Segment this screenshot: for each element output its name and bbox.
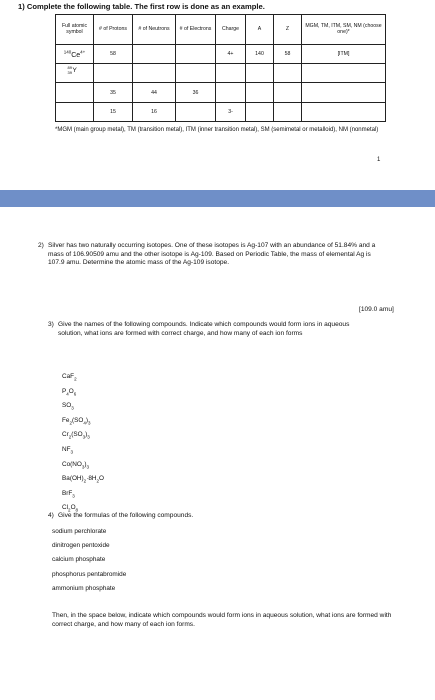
question-4-text: Give the formulas of the following compounds. bbox=[58, 512, 194, 519]
symbol-cell[interactable] bbox=[56, 103, 94, 122]
question-2 bbox=[38, 242, 394, 313]
a-cell[interactable] bbox=[246, 83, 274, 103]
header-symbol: Full atomic symbol bbox=[56, 15, 94, 45]
header-a: A bbox=[246, 15, 274, 45]
page-separator bbox=[0, 190, 435, 207]
list-item: $Cl_2O_8$ bbox=[62, 504, 79, 513]
list-item: phosphorus pentabromide bbox=[52, 570, 127, 578]
table-row bbox=[56, 64, 386, 83]
charge-cell[interactable] bbox=[216, 64, 246, 83]
a-cell: 140 bbox=[246, 45, 274, 64]
element-table bbox=[55, 14, 386, 122]
list-item: $Ba(OH)_2\cdot 8H_2O$ bbox=[62, 475, 104, 484]
list-item: CaF$_2$ bbox=[62, 373, 77, 382]
charge-cell[interactable] bbox=[216, 83, 246, 103]
header-neutrons: # of Neutrons bbox=[133, 15, 176, 45]
z-cell[interactable] bbox=[274, 103, 302, 122]
question-3 bbox=[48, 321, 368, 338]
electrons-cell[interactable] bbox=[176, 64, 216, 83]
list-item: $P_4O_6$ bbox=[62, 387, 77, 396]
electrons-cell[interactable] bbox=[176, 45, 216, 64]
protons-cell[interactable] bbox=[94, 64, 133, 83]
electrons-cell: 36 bbox=[176, 83, 216, 103]
question-3-text: Give the names of the following compounds. Indicate which compounds would form ions in aqueous solution, what ions are formed with correct charge, and how many of each ion forms bbox=[58, 321, 350, 337]
list-item: $NF_3$ bbox=[62, 445, 74, 455]
list-item: $Co(NO_3)_3$ bbox=[62, 460, 90, 469]
list-item: $Cr_2(SO_3)_3$ bbox=[62, 431, 90, 440]
type-cell[interactable] bbox=[302, 64, 386, 83]
neutrons-cell: 44 bbox=[133, 83, 176, 103]
question-number: 2) bbox=[38, 242, 44, 249]
neutrons-cell[interactable] bbox=[133, 45, 176, 64]
table-row bbox=[56, 45, 386, 64]
worksheet-page-1 bbox=[0, 0, 435, 190]
protons-cell: 58 bbox=[94, 45, 133, 64]
header-electrons: # of Electrons bbox=[176, 15, 216, 45]
question-2-answer: [109.0 amu] bbox=[359, 306, 394, 313]
header-charge: Charge bbox=[216, 15, 246, 45]
list-item: $Fe_2(SO_4)_3$ bbox=[62, 416, 91, 426]
z-cell[interactable] bbox=[274, 83, 302, 103]
symbol-cell[interactable] bbox=[56, 83, 94, 103]
type-cell[interactable] bbox=[302, 83, 386, 103]
symbol-cell: 89 39 Y bbox=[56, 64, 94, 83]
a-cell[interactable] bbox=[246, 64, 274, 83]
question-1-title: 1) Complete the following table. The first row is done as an example. bbox=[18, 2, 265, 11]
question-number: 3) bbox=[48, 321, 54, 328]
header-type: MGM, TM, ITM, SM, NM (choose one)* bbox=[302, 15, 386, 45]
z-cell[interactable] bbox=[274, 64, 302, 83]
compound-list bbox=[62, 373, 104, 519]
protons-cell: 15 bbox=[94, 103, 133, 122]
list-item: $SO_3$ bbox=[62, 402, 74, 411]
neutrons-cell: 16 bbox=[133, 103, 176, 122]
table-row bbox=[56, 103, 386, 122]
table-footnote: *MGM (main group metal), TM (transition metal), ITM (inner transition metal), SM (semimetal or metalloid), NM (nonmetal) bbox=[55, 127, 379, 133]
page-number: 1 bbox=[377, 157, 381, 163]
charge-cell: 4+ bbox=[216, 45, 246, 64]
list-item: sodium perchlorate bbox=[52, 528, 107, 535]
table-row bbox=[56, 83, 386, 103]
charge-cell: 3- bbox=[216, 103, 246, 122]
list-item: BrF$_3$ bbox=[62, 489, 75, 499]
protons-cell: 35 bbox=[94, 83, 133, 103]
list-item: calcium phosphate bbox=[52, 556, 106, 564]
question-2-text: Silver has two naturally occurring isotopes. One of these isotopes is Ag-107 with an abundance of 51.84% and a mass of 106.90509 amu and the other isotope is Ag-109. Based on Periodic Table, the mass of elemental Ag is 107.9 amu. Determine the atomic mass of the Ag-109 isotope. bbox=[48, 242, 376, 267]
list-item: dinitrogen pentoxide bbox=[52, 542, 110, 550]
compound-name-list bbox=[52, 528, 126, 599]
electrons-cell[interactable] bbox=[176, 103, 216, 122]
z-cell: 58 bbox=[274, 45, 302, 64]
symbol-cell: $^{140}Ce^{4+}$ bbox=[56, 45, 94, 64]
worksheet-page-2 bbox=[0, 207, 435, 700]
header-protons: # of Protons bbox=[94, 15, 133, 45]
header-z: Z bbox=[274, 15, 302, 45]
neutrons-cell[interactable] bbox=[133, 64, 176, 83]
question-number: 4) bbox=[48, 512, 54, 519]
instructions-text: Then, in the space below, indicate which compounds would form ions in aqueous solution, what ions are formed with correct charge, and how many of each ion forms. bbox=[52, 612, 392, 628]
list-item: ammonium phosphate bbox=[52, 584, 116, 592]
type-cell: [ITM] bbox=[302, 45, 386, 64]
a-cell[interactable] bbox=[246, 103, 274, 122]
type-cell[interactable] bbox=[302, 103, 386, 122]
